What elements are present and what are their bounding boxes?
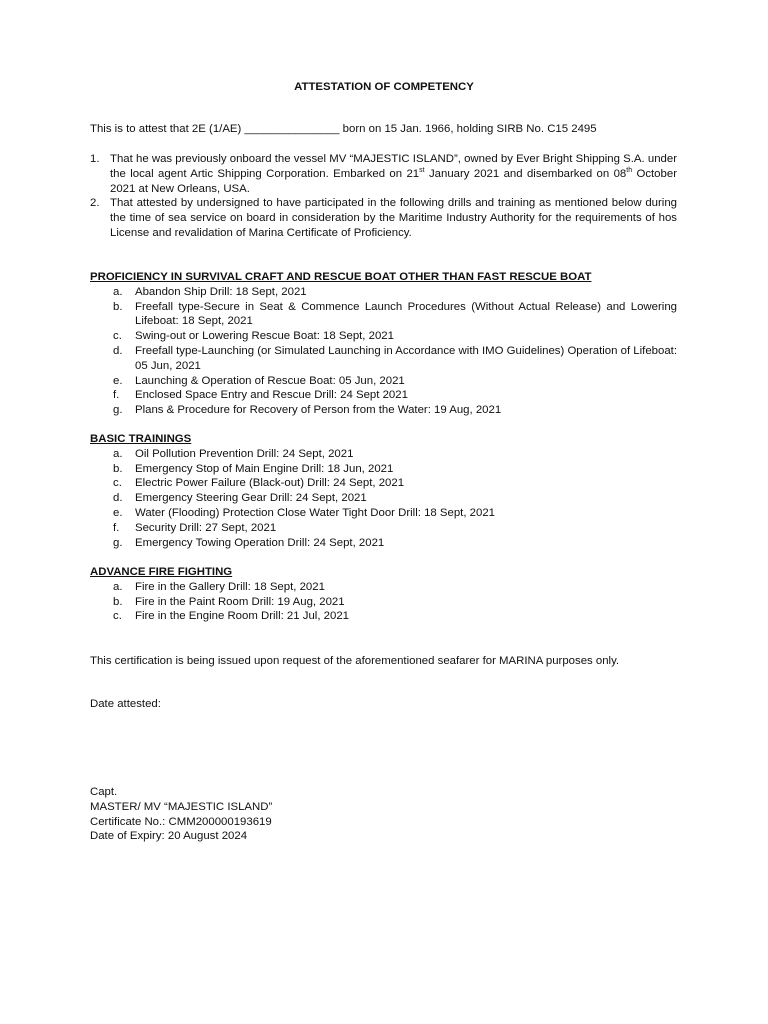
item-letter: a. [113, 580, 123, 593]
statement-text: That he was previously onboard the vessel MV “MAJESTIC ISLAND”, owned by Ever Bright Shipping S.A. under the local agent Artic Shipping Corporation. Embarked on 21st January 2021 and disembarked on 08th October 2021 at New Orleans, USA. [110, 153, 677, 195]
item-text: Plans & Procedure for Recovery of Person from the Water: 19 Aug, 2021 [135, 404, 502, 417]
drill-item [90, 285, 677, 300]
item-letter: b. [113, 300, 123, 313]
item-text: Fire in the Gallery Drill: 18 Sept, 2021 [135, 580, 325, 593]
item-text: Emergency Stop of Main Engine Drill: 18 Jun, 2021 [135, 462, 394, 475]
section-heading: ADVANCE FIRE FIGHTING [90, 566, 233, 578]
signature-block [90, 785, 677, 844]
item-letter: f. [113, 389, 120, 402]
item-letter: e. [113, 374, 123, 387]
item-letter: c. [113, 477, 122, 490]
ordinal-suffix: st [419, 167, 425, 174]
item-text: Swing-out or Lowering Rescue Boat: 18 Sept, 2021 [135, 330, 394, 343]
drill-item [90, 491, 677, 506]
item-text: Abandon Ship Drill: 18 Sept, 2021 [135, 285, 307, 298]
drill-item [90, 595, 677, 610]
drill-list [90, 285, 677, 418]
item-text: Freefall type-Secure in Seat & Commence Launch Procedures (Without Actual Release) and Lowering Lifeboat: 18 Sept, 2021 [135, 300, 677, 328]
item-letter: a. [113, 285, 123, 298]
statement-text: That attested by undersigned to have participated in the following drills and training as mentioned below during the time of sea service on board in consideration by the Maritime Industry Authority for the requirements of hos License and revalidation of Marina Certificate of Proficiency. [110, 197, 677, 239]
item-letter: c. [113, 330, 122, 343]
item-text: Emergency Steering Gear Drill: 24 Sept, 2021 [135, 492, 367, 505]
document-title: ATTESTATION OF COMPETENCY [294, 81, 474, 93]
drill-item [90, 447, 677, 462]
section-basic-trainings [90, 432, 677, 550]
item-text: Oil Pollution Prevention Drill: 24 Sept, 2021 [135, 447, 354, 460]
item-letter: b. [113, 462, 123, 475]
item-text: Fire in the Engine Room Drill: 21 Jul, 2021 [135, 610, 349, 623]
drill-item [90, 521, 677, 536]
item-text: Electric Power Failure (Black-out) Drill: 24 Sept, 2021 [135, 477, 405, 490]
drill-item [90, 374, 677, 389]
item-text: Security Drill: 27 Sept, 2021 [135, 521, 277, 534]
ordinal-suffix: th [626, 167, 633, 174]
drill-list [90, 447, 677, 551]
item-letter: e. [113, 506, 123, 519]
item-letter: d. [113, 344, 123, 357]
drill-item [90, 506, 677, 521]
drill-item [90, 403, 677, 418]
drill-item [90, 300, 677, 330]
drill-item [90, 609, 677, 624]
item-text: Emergency Towing Operation Drill: 24 Sept, 2021 [135, 536, 385, 549]
item-text: Enclosed Space Entry and Rescue Drill: 24 Sept 2021 [135, 389, 408, 402]
section-heading: BASIC TRAININGS [90, 433, 192, 445]
item-letter: g. [113, 404, 123, 417]
drill-item [90, 344, 677, 374]
drill-item [90, 329, 677, 344]
section-heading: PROFICIENCY IN SURVIVAL CRAFT AND RESCUE BOAT OTHER THAN FAST RESCUE BOAT [90, 271, 592, 283]
drill-item [90, 462, 677, 477]
section-advance-fire-fighting [90, 565, 677, 624]
item-letter: a. [113, 447, 123, 460]
item-text: Fire in the Paint Room Drill: 19 Aug, 2021 [135, 595, 345, 608]
item-letter: f. [113, 521, 120, 534]
drill-item [90, 536, 677, 551]
item-letter: b. [113, 595, 123, 608]
certificate-expiry: Date of Expiry: 20 August 2024 [90, 830, 248, 843]
certificate-number: Certificate No.: CMM200000193619 [90, 815, 272, 828]
drill-item [90, 580, 677, 595]
drill-list [90, 580, 677, 624]
item-letter: d. [113, 492, 123, 505]
signature-position: MASTER/ MV “MAJESTIC ISLAND” [90, 800, 273, 813]
statement-item [90, 196, 677, 240]
statement-number: 2. [90, 197, 100, 210]
item-letter: g. [113, 536, 123, 549]
item-text: Freefall type-Launching (or Simulated Launching in Accordance with IMO Guidelines) Operation of Lifeboat: 05 Jun, 2021 [135, 344, 677, 372]
drill-item [90, 388, 677, 403]
statement-number: 1. [90, 153, 100, 165]
drill-item [90, 476, 677, 491]
section-survival-craft [90, 270, 677, 418]
item-letter: c. [113, 610, 122, 623]
signature-rank: Capt. [90, 786, 118, 798]
statement-item [90, 152, 677, 196]
item-text: Water (Flooding) Protection Close Water Tight Door Drill: 18 Sept, 2021 [135, 506, 496, 519]
item-text: Launching & Operation of Rescue Boat: 05 Jun, 2021 [135, 374, 405, 387]
intro-paragraph: This is to attest that 2E (1/AE) _______________ born on 15 Jan. 1966, holding SIRB No. C15 2495 [90, 123, 597, 135]
closing-paragraph: This certification is being issued upon request of the aforementioned seafarer for MARINA purposes only. [90, 655, 620, 667]
date-attested-label: Date attested: [90, 698, 161, 710]
statements-list [90, 152, 677, 241]
